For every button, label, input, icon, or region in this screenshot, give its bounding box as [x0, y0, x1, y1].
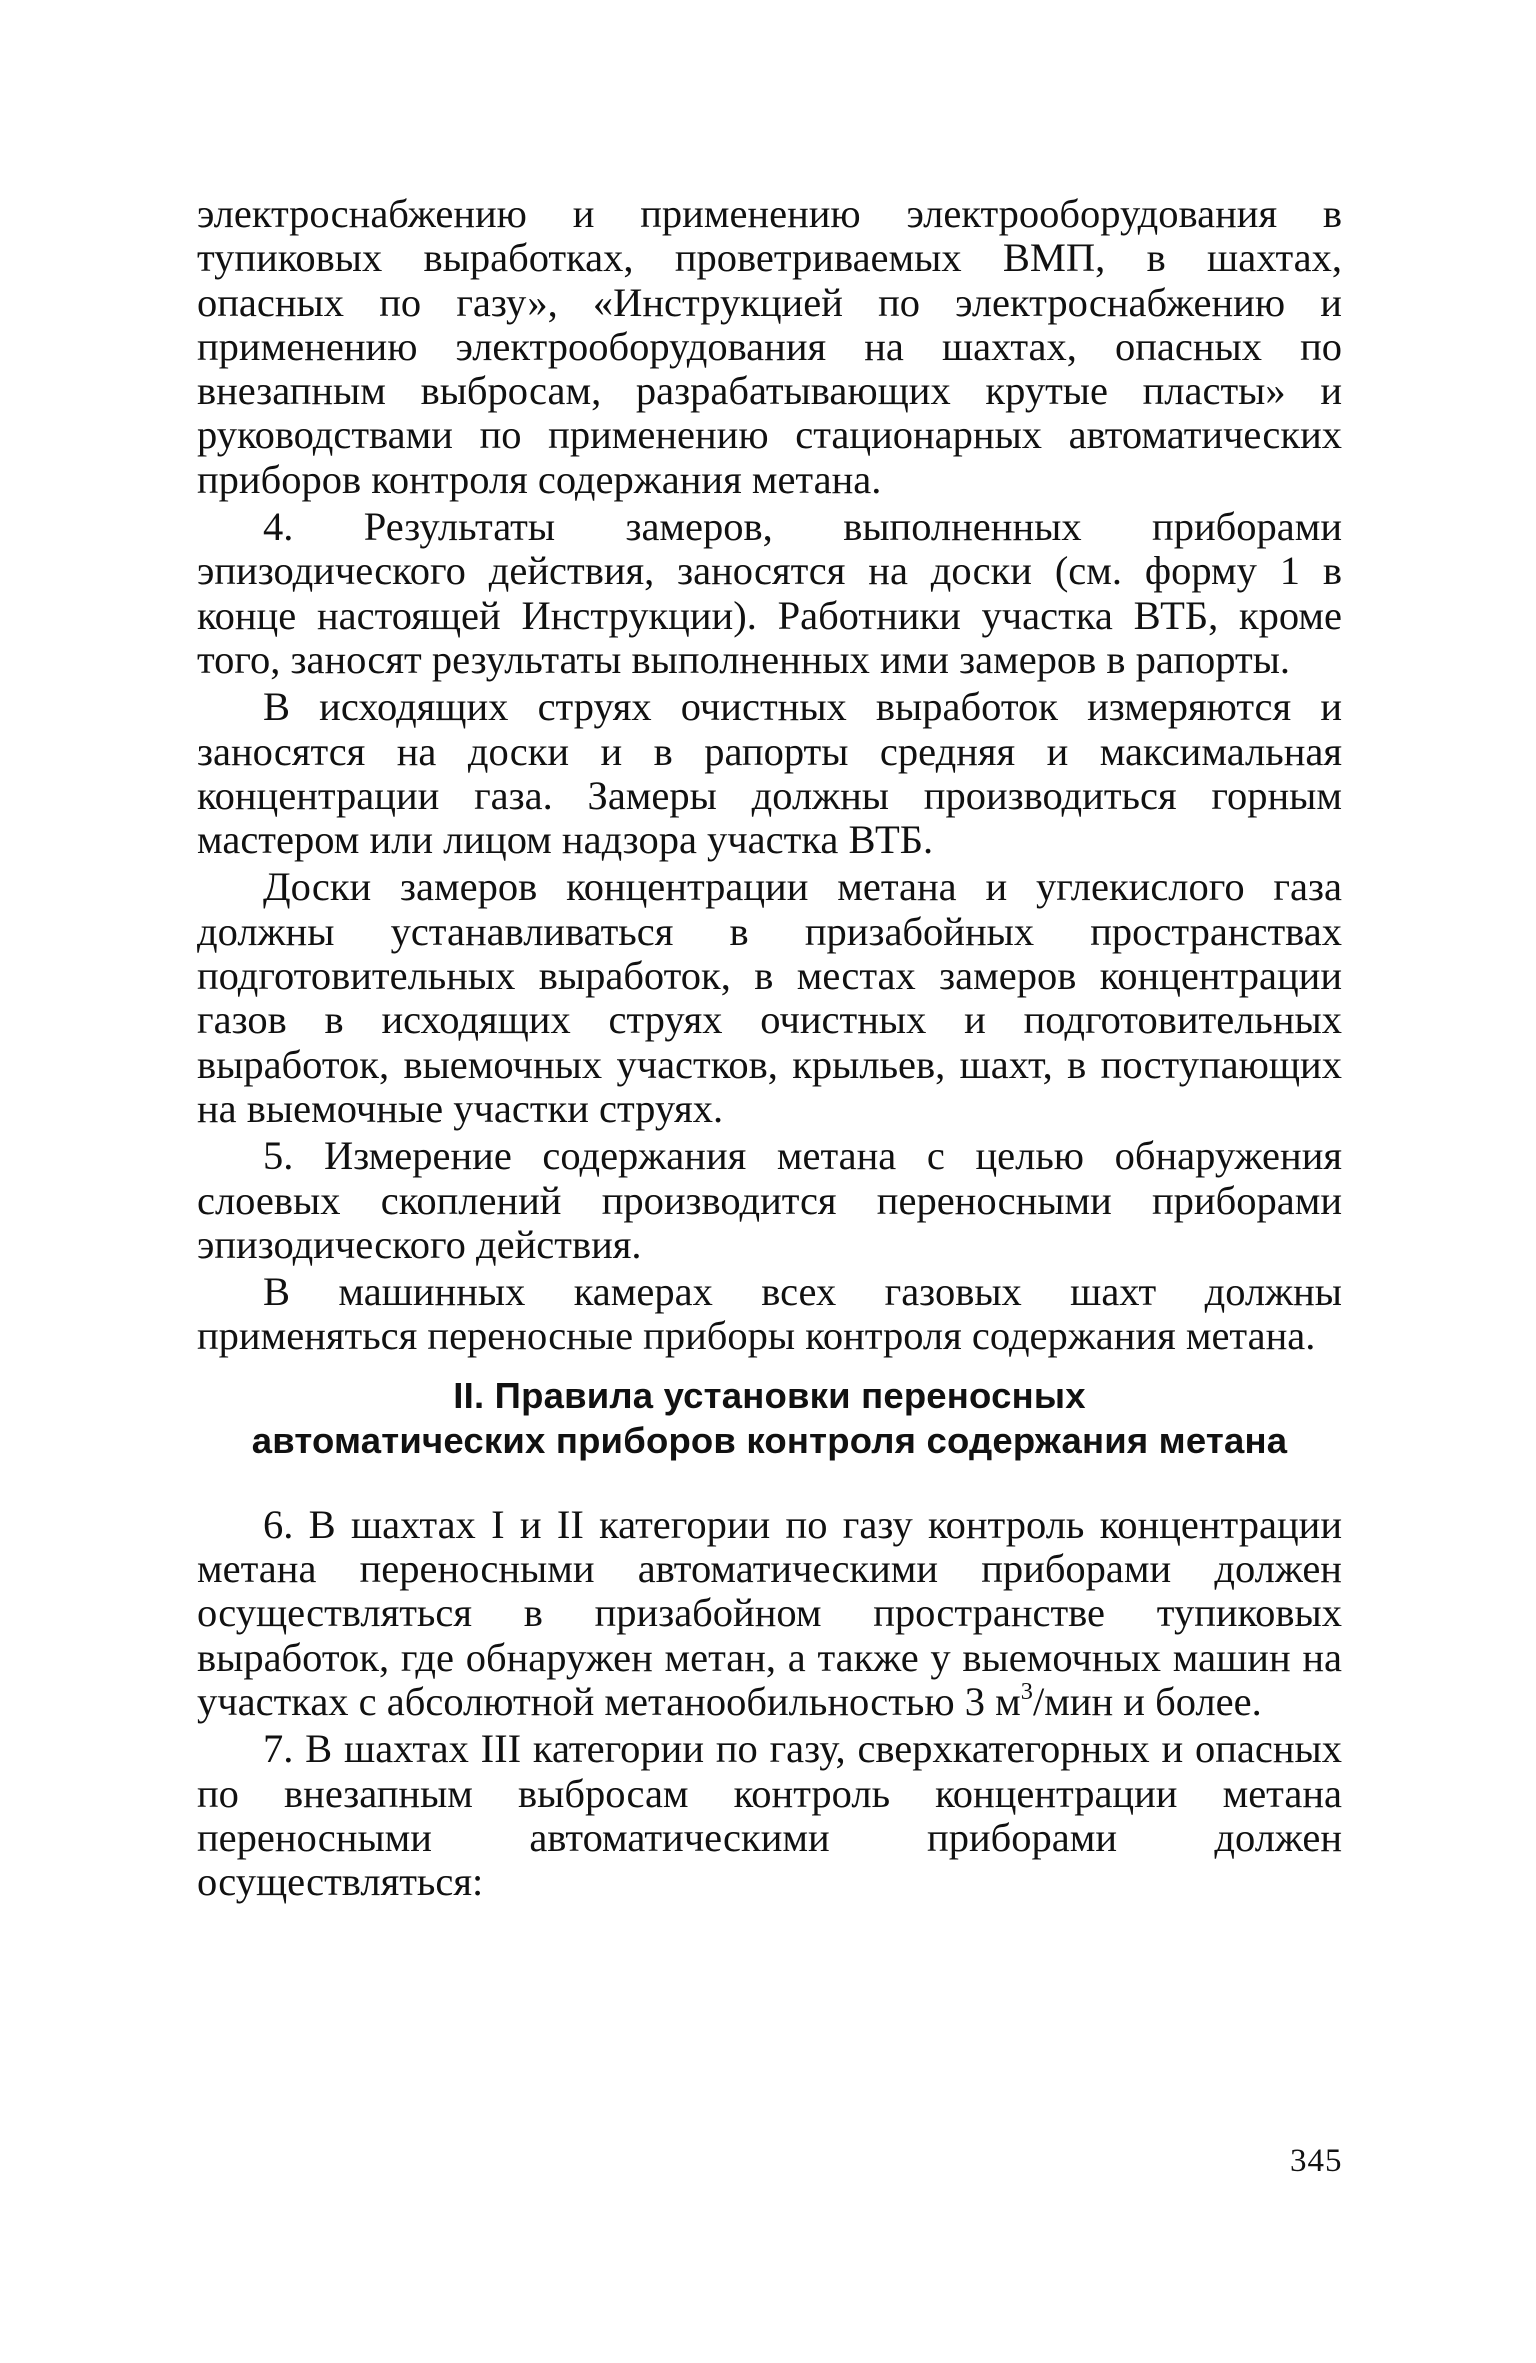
paragraph-6-text-end: /мин и более.: [1032, 1678, 1262, 1724]
paragraph-continuation: электроснабжению и применению электрооборудования в тупиковых выработках, проветриваемых ВМП, в шахтах, опасных по газу», «Инструкцией по электроснабжению и применению электрооборудования на шахтах, опасных по внезапным выбросам, разрабатывающих крутые пласты» и руководствами по применению стационарных автоматических приборов контроля содержания метана.: [197, 191, 1342, 502]
paragraph-5: 5. Измерение содержания метана с целью обнаружения слоевых скоплений производится переносными приборами эпизодического действия.: [197, 1133, 1342, 1267]
paragraph-7: 7. В шахтах III категории по газу, сверхкатегорных и опасных по внезапным выбросам контроль концентрации метана переносными автоматическими приборами должен осуществляться:: [197, 1726, 1342, 1905]
paragraph-4-measurement-boards: Доски замеров концентрации метана и углекислого газа должны устанавливаться в призабойных пространствах подготовительных выработок, в местах замеров концентрации газов в исходящих струях очистных и подготовительных выработок, выемочных участков, крыльев, шахт, в поступающих на выемочные участки струях.: [197, 864, 1342, 1131]
paragraph-4: 4. Результаты замеров, выполненных приборами эпизодического действия, заносятся на доски (см. форму 1 в конце настоящей Инструкции). Работники участка ВТБ, кроме того, заносят результаты выполненных ими замеров в рапорты.: [197, 504, 1342, 682]
paragraph-5-machine-chambers: В машинных камерах всех газовых шахт должны применяться переносные приборы контроля содержания метана.: [197, 1269, 1342, 1359]
superscript-cubed: 3: [1020, 1678, 1033, 1706]
paragraph-4-outgoing-streams: В исходящих струях очистных выработок измеряются и заносятся на доски и в рапорты средняя и максимальная концентрации газа. Замеры должны производиться горным мастером или лицом надзора участка ВТБ.: [197, 684, 1342, 863]
paragraph-6: [197, 1503, 1342, 1724]
section-heading-line-2: автоматических приборов контроля содержания метана: [251, 1419, 1288, 1461]
section-heading-line-1: II. Правила установки переносных: [453, 1374, 1086, 1416]
section-heading: [197, 1373, 1342, 1463]
page-body: [197, 192, 1342, 1904]
paragraph-6-text: 6. В шахтах I и II категории по газу контроль концентрации метана переносными автоматическими приборами должен осуществляться в призабойном пространстве тупиковых выработок, где обнаружен метан, а также у выемочных машин на участках с абсолютной метанообильностью 3 м: [197, 1501, 1342, 1724]
page-number: 345: [1290, 2143, 1343, 2179]
